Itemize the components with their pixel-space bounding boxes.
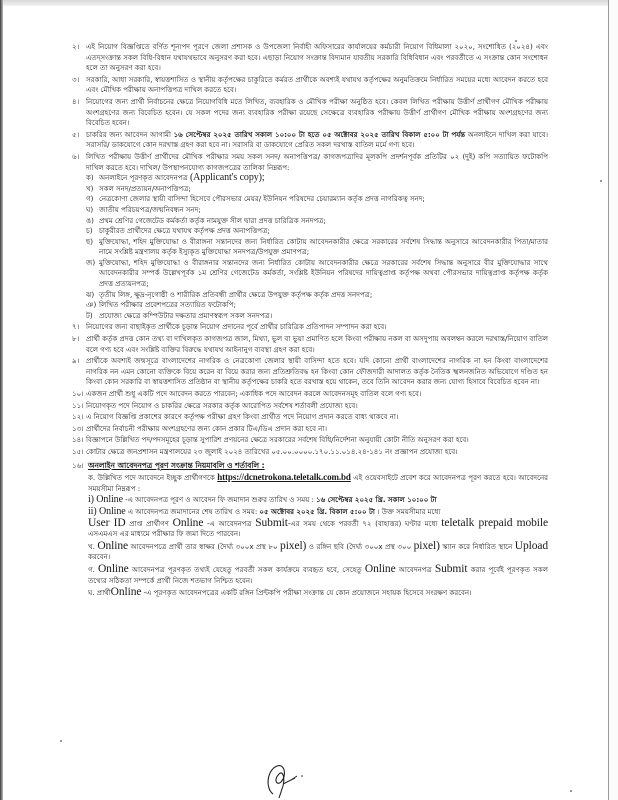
online-instructions — [88, 461, 548, 600]
instruction-gha — [88, 587, 548, 599]
list-text: মুক্তিযোদ্ধা, শহিদ মুক্তিযোদ্ধা ও বীরাঙ্গনার সন্তানদের জন্য নির্ধারিত কোটায় আবেদনকারীর ক্ষেত্রে সরকারের সর্বশেষ সিদ্ধান্ত অনুসারে বীর মুক্তিযোদ্ধার সাথে আবেদনকারীর সম্পর্ক উল্লেখপূর্বক ১ম শ্রেণির গেজেটেড কর্মকর্তা, সংশ্লিষ্ট ইউনিয়ন পরিষদের দায়িত্বপ্রাপ্ত কর্তৃপক্ষ অথবা পৌরসভার দায়িত্বপ্রাপ্ত কর্তৃপক্ষ কর্তৃক প্রদত্ত প্রত্যয়নপত্র; — [99, 257, 548, 289]
online-instructions-heading: অনলাইন আবেদনপত্র পূরণ সংক্রান্ত নিয়মাবলি ও শর্তাবলি : — [88, 460, 265, 470]
start-datetime: ১৬ সেপ্টেম্বর ২০২৫ খ্রি. সকাল ১০:০০ টা — [316, 495, 437, 505]
clause-3 — [72, 75, 548, 96]
instruction-text: ঘ. প্রার্থী — [88, 588, 111, 598]
scan-speck — [515, 40, 517, 42]
online-label: Online — [97, 539, 129, 552]
clause-number: ৮। — [72, 334, 80, 344]
submit-label: Submit — [434, 562, 468, 575]
clause-number: ৪। — [72, 96, 80, 106]
instruction-text: এসএমএস এর মাধ্যমে পরীক্ষার ফি জমা দিতে পারবেন। — [88, 529, 241, 539]
document-list-item — [86, 216, 548, 227]
clause-number: ৫। — [72, 129, 80, 139]
clause-4 — [72, 97, 548, 129]
instruction-text: -এ আবেদনপত্র — [203, 518, 256, 528]
list-text: জাতীয় পরিচয়পত্র/জন্মনিবন্ধন সনদ; — [99, 204, 201, 214]
clause-number: ১০। — [72, 389, 84, 398]
clause-text: প্রার্থীকে অবশ্যই জন্মসূত্রে বাংলাদেশের নাগরিক ও নেত্রকোণা জেলার স্থায়ী বাসিন্দা হতে হবে। যদি কোনো প্রার্থী বাংলাদেশের নাগরিক না হন কিংবা বাংলাদেশের নাগরিক নন এমন কোনো ব্যক্তিকে বিয়ে করেন বা বিয়ে করার জন্য প্রতিশ্রুতিবদ্ধ হন কিংবা কোন ফৌজদারী আদালত কর্তৃক নৈতিক স্খলনজনিত অভিযোগে দণ্ডিত হন কিংবা কোন সরকারি বা স্বায়ত্তশাসিত প্রতিষ্ঠান বা স্থানীয় কর্তৃপক্ষের চাকরি হতে বরখাস্ত হয়ে থাকেন, তবে তিনি আবেদন করার জন্য যোগ্য হিসাবে বিবেচিত হবেন না। — [86, 356, 548, 387]
clause-text: প্রার্থী কর্তৃক প্রদত্ত কোন তথ্য বা দাখিলকৃত কাগজপত্র জাল, মিথ্যা, ভুল বা ভুয়া প্রমাণিত হলে কিংবা পরীক্ষায় নকল বা অসদুপায় অবলম্বন করলে দরখাস্ত/নিয়োগ বাতিল বলে গণ্য হবে এবং সংশ্লিষ্ট ব্যক্তির বিরুদ্ধে যথাযথ আইনানুগ ব্যবস্থা গ্রহণ করা হবে। — [86, 334, 548, 354]
clause-number: ১২। — [72, 412, 84, 422]
clause-14 — [72, 435, 548, 446]
document-list-item — [86, 258, 548, 290]
clause-7 — [72, 322, 548, 333]
user-id-label: User ID — [88, 516, 126, 529]
instruction-ka — [88, 472, 548, 494]
document-page — [72, 42, 548, 601]
clause-number: ৩। — [72, 74, 80, 84]
clause-number: ১১। — [72, 400, 84, 410]
scan-speck — [570, 790, 572, 792]
clause-8 — [72, 334, 548, 355]
online-label: Online — [110, 586, 142, 599]
list-text: লিখিত পরীক্ষার প্রবেশপত্রের সত্যায়িত ফটোকপি; — [99, 300, 236, 310]
document-list-item — [86, 205, 548, 216]
instruction-text: । উক্ত সময়সীমার মধ্যে — [374, 506, 441, 516]
list-text: চাকুরীরত প্রার্থীদের ক্ষেত্রে যথাযথ কর্তৃপক্ষ প্রদত্ত অনাপত্তিপত্র; — [99, 226, 270, 236]
document-list-item — [86, 173, 548, 184]
scan-speck — [60, 740, 62, 742]
instruction-text: গ. — [88, 564, 98, 574]
instruction-text: এ আবেদনপত্র জমাদানের শেষ তারিখ ও সময়: — [125, 506, 260, 516]
list-label: ছ) — [86, 236, 93, 246]
instruction-text: আবেদনপত্রে প্রার্থী তার স্বাক্ষর (দৈর্ঘ্য ৩০০x প্রস্থ ৮০ — [128, 541, 281, 551]
instruction-text: -এ আবেদনপত্র পূরণ ও আবেদন ফি জমাদান শুরুর তারিখ ও সময় : — [122, 495, 317, 505]
online-label: Online — [97, 562, 129, 575]
clause-text: বিজ্ঞাপনে উল্লিখিত পদ/পদসমূহের চূড়ান্ত সুপারিশ প্রণয়নের ক্ষেত্রে সরকারের সর্বশেষ বিধি/নির্দেশনা অনুযায়ী কোটা নীতি অনুসরণ করা হবে। — [86, 435, 469, 445]
clause-number: ৬। — [72, 151, 80, 161]
instruction-ga — [88, 564, 548, 586]
instruction-text: এই ওয়েবসাইটে প্রবেশ করে আবেদনপত্র পূরণ করতে হবে। আবেদনের সময়সীমা নিম্নরূপ : — [88, 473, 548, 493]
clause-body — [86, 152, 548, 322]
list-label: ট) — [86, 310, 93, 320]
instruction-text: করার পূর্বেই পূরণকৃত সকল তথ্যের সঠিকতা সম্পর্কে প্রার্থী নিজে শতভাগ নিশ্চিত হবেন। — [88, 564, 548, 585]
list-label: চ) — [86, 226, 93, 236]
application-website-link[interactable]: https://dcnetrokona.teletalk.com.bd — [217, 472, 351, 483]
list-label: জ) — [86, 257, 96, 267]
pixel-label: pixel) — [413, 539, 440, 552]
online-label: Online — [364, 562, 396, 575]
instruction-text: স্ক্যান করে নির্ধারিত স্থানে — [439, 541, 515, 551]
scan-speck — [600, 180, 602, 182]
online-label: ii) Online — [88, 505, 126, 517]
clause-16 — [72, 461, 548, 600]
clause-6 — [72, 152, 548, 322]
clause-2 — [72, 42, 548, 74]
list-text: প্রযোজ্য ক্ষেত্রে কম্পিউটার দক্ষতার প্রমাণস্বরূপ সকল সনদপত্র। — [99, 310, 273, 320]
instruction-text: ও রঙ্গিন ছবি (দৈর্ঘ্য ৩০০x প্রস্থ ৩০০ — [306, 541, 414, 551]
clause-9 — [72, 356, 548, 388]
document-list-item — [86, 194, 548, 205]
applicants-copy-label: (Applicant's copy); — [189, 172, 265, 184]
submit-label: Submit — [255, 516, 288, 529]
list-text — [99, 173, 548, 184]
scan-top-edge — [0, 0, 618, 6]
clause-text-post: অনলাইনে দাখিল করা যাবে। সরাসরি/ ডাকযোগে কোন দরখাস্ত গ্রহণ করা হবে না। সরাসরি বা ডাকযোগে প্রেরিত সকল দরখাস্ত বাতিল মর্মে গণ্য হবে। — [86, 129, 549, 150]
clause-text: নিয়োগকৃত পদে নিয়োগ ও চাকরির ক্ষেত্রে সরকার কর্তৃক আরোপিত সর্বশেষ শর্তাবলী প্রযোজ্য হবে। — [86, 400, 358, 410]
list-label: ঞ) — [86, 300, 97, 310]
document-list-item — [86, 300, 548, 311]
list-label: গ) — [86, 194, 94, 204]
instruction-text: -এর সময় থেকে পরবর্তী ৭২ (বাহাত্তর) ঘণ্টার মধ্যে — [287, 518, 442, 528]
list-label: ক) — [86, 173, 94, 183]
clause-text-pre: চাকরির জন্য আবেদন আগামী — [86, 129, 174, 139]
scan-right-edge — [608, 0, 618, 800]
list-text-bn: অনলাইনে পূরণকৃত আবেদনপত্র — [99, 173, 190, 183]
clause-11 — [72, 401, 548, 412]
signature-icon — [255, 760, 315, 800]
instruction-text: আবেদনপত্র পূরণকৃত তথ্যই যেহেতু পরবর্তী সকল কার্যক্রমে ব্যবহৃত হবে, সেহেতু — [128, 564, 365, 574]
clause-number: ১৬। — [72, 460, 84, 470]
instruction-text: প্রাপ্ত প্রার্থীগণ — [125, 518, 173, 528]
clause-number: ১৫। — [72, 446, 84, 456]
document-list-item — [86, 290, 548, 301]
instruction-end-date — [88, 507, 548, 540]
list-label: ঝ) — [86, 289, 95, 299]
pixel-label: pixel) — [280, 539, 307, 552]
clause-text: এ নিয়োগ বিজ্ঞপ্তি প্রকাশের কারণে কর্তৃপক্ষ পরীক্ষা গ্রহণ কিংবা প্রার্থীত পদে নিয়োগ প্রদান করতে বাধ্য থাকবে না। — [86, 412, 399, 422]
document-list-item — [86, 184, 548, 195]
clause-text — [86, 130, 548, 151]
clause-text: নিয়োগের জন্য প্রার্থী নির্বাচনের ক্ষেত্রে নিয়োগবিধি মতে লিখিত, ব্যবহারিক ও মৌখিক পরীক্ষা অনুষ্ঠিত হবে। কেবল লিখিত পরীক্ষায় উত্তীর্ণ প্রার্থীগণ মৌখিক পরীক্ষায় অংশগ্রহণের জন্য বিবেচিত হবেন। যে সকল পদের জন্য ব্যবহারিক পরীক্ষা রয়েছে সেক্ষেত্রে ব্যবহারিক পরীক্ষায় উত্তীর্ণ প্রার্থীগণ মৌখিক পরীক্ষায় অংশগ্রহণের জন্য বিবেচিত হবেন। — [86, 96, 548, 128]
list-text: তৃতীয় লিঙ্গ, ক্ষুদ্র-নৃগোষ্ঠী ও শারীরিক প্রতিবন্ধী প্রার্থীর ক্ষেত্রে উপযুক্ত কর্তৃপক্ষ কর্তৃক প্রদত্ত সনদপত্র; — [99, 289, 373, 299]
clause-text: প্রার্থীদের নির্বাচনী পরীক্ষায় অংশগ্রহণের জন্য কোন প্রকার টিএ/ডিএ প্রদান করা হবে না। — [86, 423, 327, 433]
clause-number: ১৪। — [72, 435, 84, 445]
list-text: মুক্তিযোদ্ধা, শহিদ মুক্তিযোদ্ধা ও বীরাঙ্গনা সন্তানদের জন্য নির্ধারিত কোটায় আবেদনকারীর ক্ষেত্রে সরকারের সর্বশেষ সিদ্ধান্ত অনুসারে আবেদনকারীর পিতা/মাতার নামে সংশ্লিষ্ট মন্ত্রণালয় কর্তৃক ইস্যুকৃত মুক্তিযোদ্ধা সনদপত্র/উপযুক্ত প্রমাণপত্র; — [99, 236, 548, 257]
clause-15 — [72, 447, 548, 458]
application-period: ১৬ সেপ্টেম্বর ২০২৫ তারিখ সকাল ১০:০০ টা হতে ০৫ অক্টোবর ২০২৫ তারিখ বিকাল ৫:০০ টা পর্যন্ত — [173, 129, 466, 139]
instruction-text: খ. — [88, 541, 98, 551]
clause-number: ৯। — [72, 356, 80, 366]
clause-13 — [72, 424, 548, 435]
upload-label: Upload — [514, 539, 549, 552]
list-label: ঙ) — [86, 215, 94, 225]
list-label: খ) — [86, 183, 94, 193]
instruction-text: ক. উল্লিখিত পদে আবেদনে ইচ্ছুক প্রার্থীগণকে — [88, 473, 218, 483]
instruction-start-date — [88, 495, 548, 506]
clause-text: সরকারি, আধা সরকারি, স্বায়ত্তশাসিত ও স্থানীয় কর্তৃপক্ষের চাকুরিতে কর্মরত প্রার্থীকে অবশ্যই যথাযথ কর্তৃপক্ষের অনুমতিক্রমে নির্ধারিত সময়ের মধ্যে আবেদন করতে হবে এবং মৌখিক পরীক্ষায় অনাপত্তিপত্র দাখিল করতে হবে। — [86, 74, 548, 95]
end-datetime: ০৫ অক্টোবর ২০২৫ খ্রি. বিকাল ৫:০০ টা — [259, 506, 375, 516]
clause-text: নিয়োগের জন্য বাছাইকৃত প্রার্থীকে চূড়ান্ত নিয়োগ প্রদানের পূর্বে প্রার্থীর চারিত্রিক প্রতিপাদন সম্পাদন করা হবে। — [86, 322, 387, 332]
list-text: সকল সনদ/প্রত্যয়ন/অনাপত্তিপত্র; — [99, 183, 191, 193]
list-text: নেত্রকোণা জেলার স্থায়ী বাসিন্দা হিসেবে পৌরসভার মেয়র/ ইউনিয়ন পরিষদের চেয়ারম্যান কর্তৃক প্রদত্ত নাগরিকত্ব সনদ; — [99, 194, 425, 204]
instruction-text: -এ পূরণকৃত আবেদনপত্রের একটি রঙ্গিন প্রিন্টকপি পরীক্ষা সংক্রান্ত যে কোন প্রয়োজনে সহায়ক হিসেবে সংরক্ষণ করবেন। — [141, 588, 472, 598]
online-label: i) Online — [88, 494, 123, 506]
document-list-item — [86, 237, 548, 258]
clause-text: একজন প্রার্থী শুধু একটি পদে আবেদন করতে পারবেন; একাধিক পদে আবেদন করলে আবেদনসমূহ বাতিল বলে গণ্য হবে। — [86, 389, 422, 398]
teletalk-prepaid-label: teletalk prepaid mobile — [441, 516, 548, 529]
instruction-text: আবেদনপত্র — [395, 564, 435, 574]
document-list-item — [86, 311, 548, 322]
clause-number: ১৩। — [72, 423, 84, 433]
clause-number: ২। — [72, 42, 80, 51]
clause-5 — [72, 130, 548, 151]
clause-text: লিখিত পরীক্ষায় উত্তীর্ণ প্রার্থীদের মৌখিক পরীক্ষার সময় সকল সনদ/ অনাপত্তিপত্র/ কাগজপত্রাদির মূলকপি প্রদর্শনপূর্বক প্রতিটির ০২ (দুই) কপি সত্যায়িত ফটোকপি দাখিল করতে হবে। দাখিল/ উপস্থাপনযোগ্য কাগজপত্রের তালিকা নিম্নরূপ: — [86, 151, 548, 172]
instruction-kha — [88, 541, 548, 563]
scan-left-edge — [0, 0, 3, 800]
list-text: প্রথম শ্রেণির গেজেটেড কর্মকর্তা কর্তৃক নামযুক্ত সীল দ্বারা প্রদত্ত চারিত্রিক সনদপত্র; — [99, 215, 326, 225]
list-label: ঘ) — [86, 204, 94, 214]
clause-10 — [72, 389, 548, 400]
instruction-text: করবেন। — [88, 552, 111, 562]
clause-number: ৭। — [72, 322, 80, 332]
clause-12 — [72, 412, 548, 423]
clause-text: কোটার ক্ষেত্রে জনপ্রশাসন মন্ত্রণালয়ের ২৩ জুলাই ২০২৪ তারিখের ০৫.০০.০০০০.১৭০.১১.০১৪.২৪-১৪১ নং প্রজ্ঞাপন প্রযোজ্য হবে। — [86, 446, 458, 456]
document-list-item — [86, 226, 548, 237]
online-label: Online — [172, 516, 204, 529]
clause-text: এই নিয়োগ বিজ্ঞপ্তিতে বর্ণিত শূন্যপদ পূরণে জেলা প্রশাসক ও উপজেলা নির্বাহী অফিসারের কার্যালয়ের কর্মচারী নিয়োগ বিধিমালা ২০২০, সংশোধিত (২০২৪) এবং এতদ্সংক্রান্ত সকল বিধি-বিধান যথাযথভাবে অনুসরণ করা হবে। এছাড়া নিয়োগ সংক্রান্ত বিদ্যমান যাবতীয় সরকারি বিধিবিধান এবং পরবর্তীতে এ সংক্রান্ত কোন সংশোধন হলে তা অনুসরণ করা হবে। — [86, 42, 548, 73]
